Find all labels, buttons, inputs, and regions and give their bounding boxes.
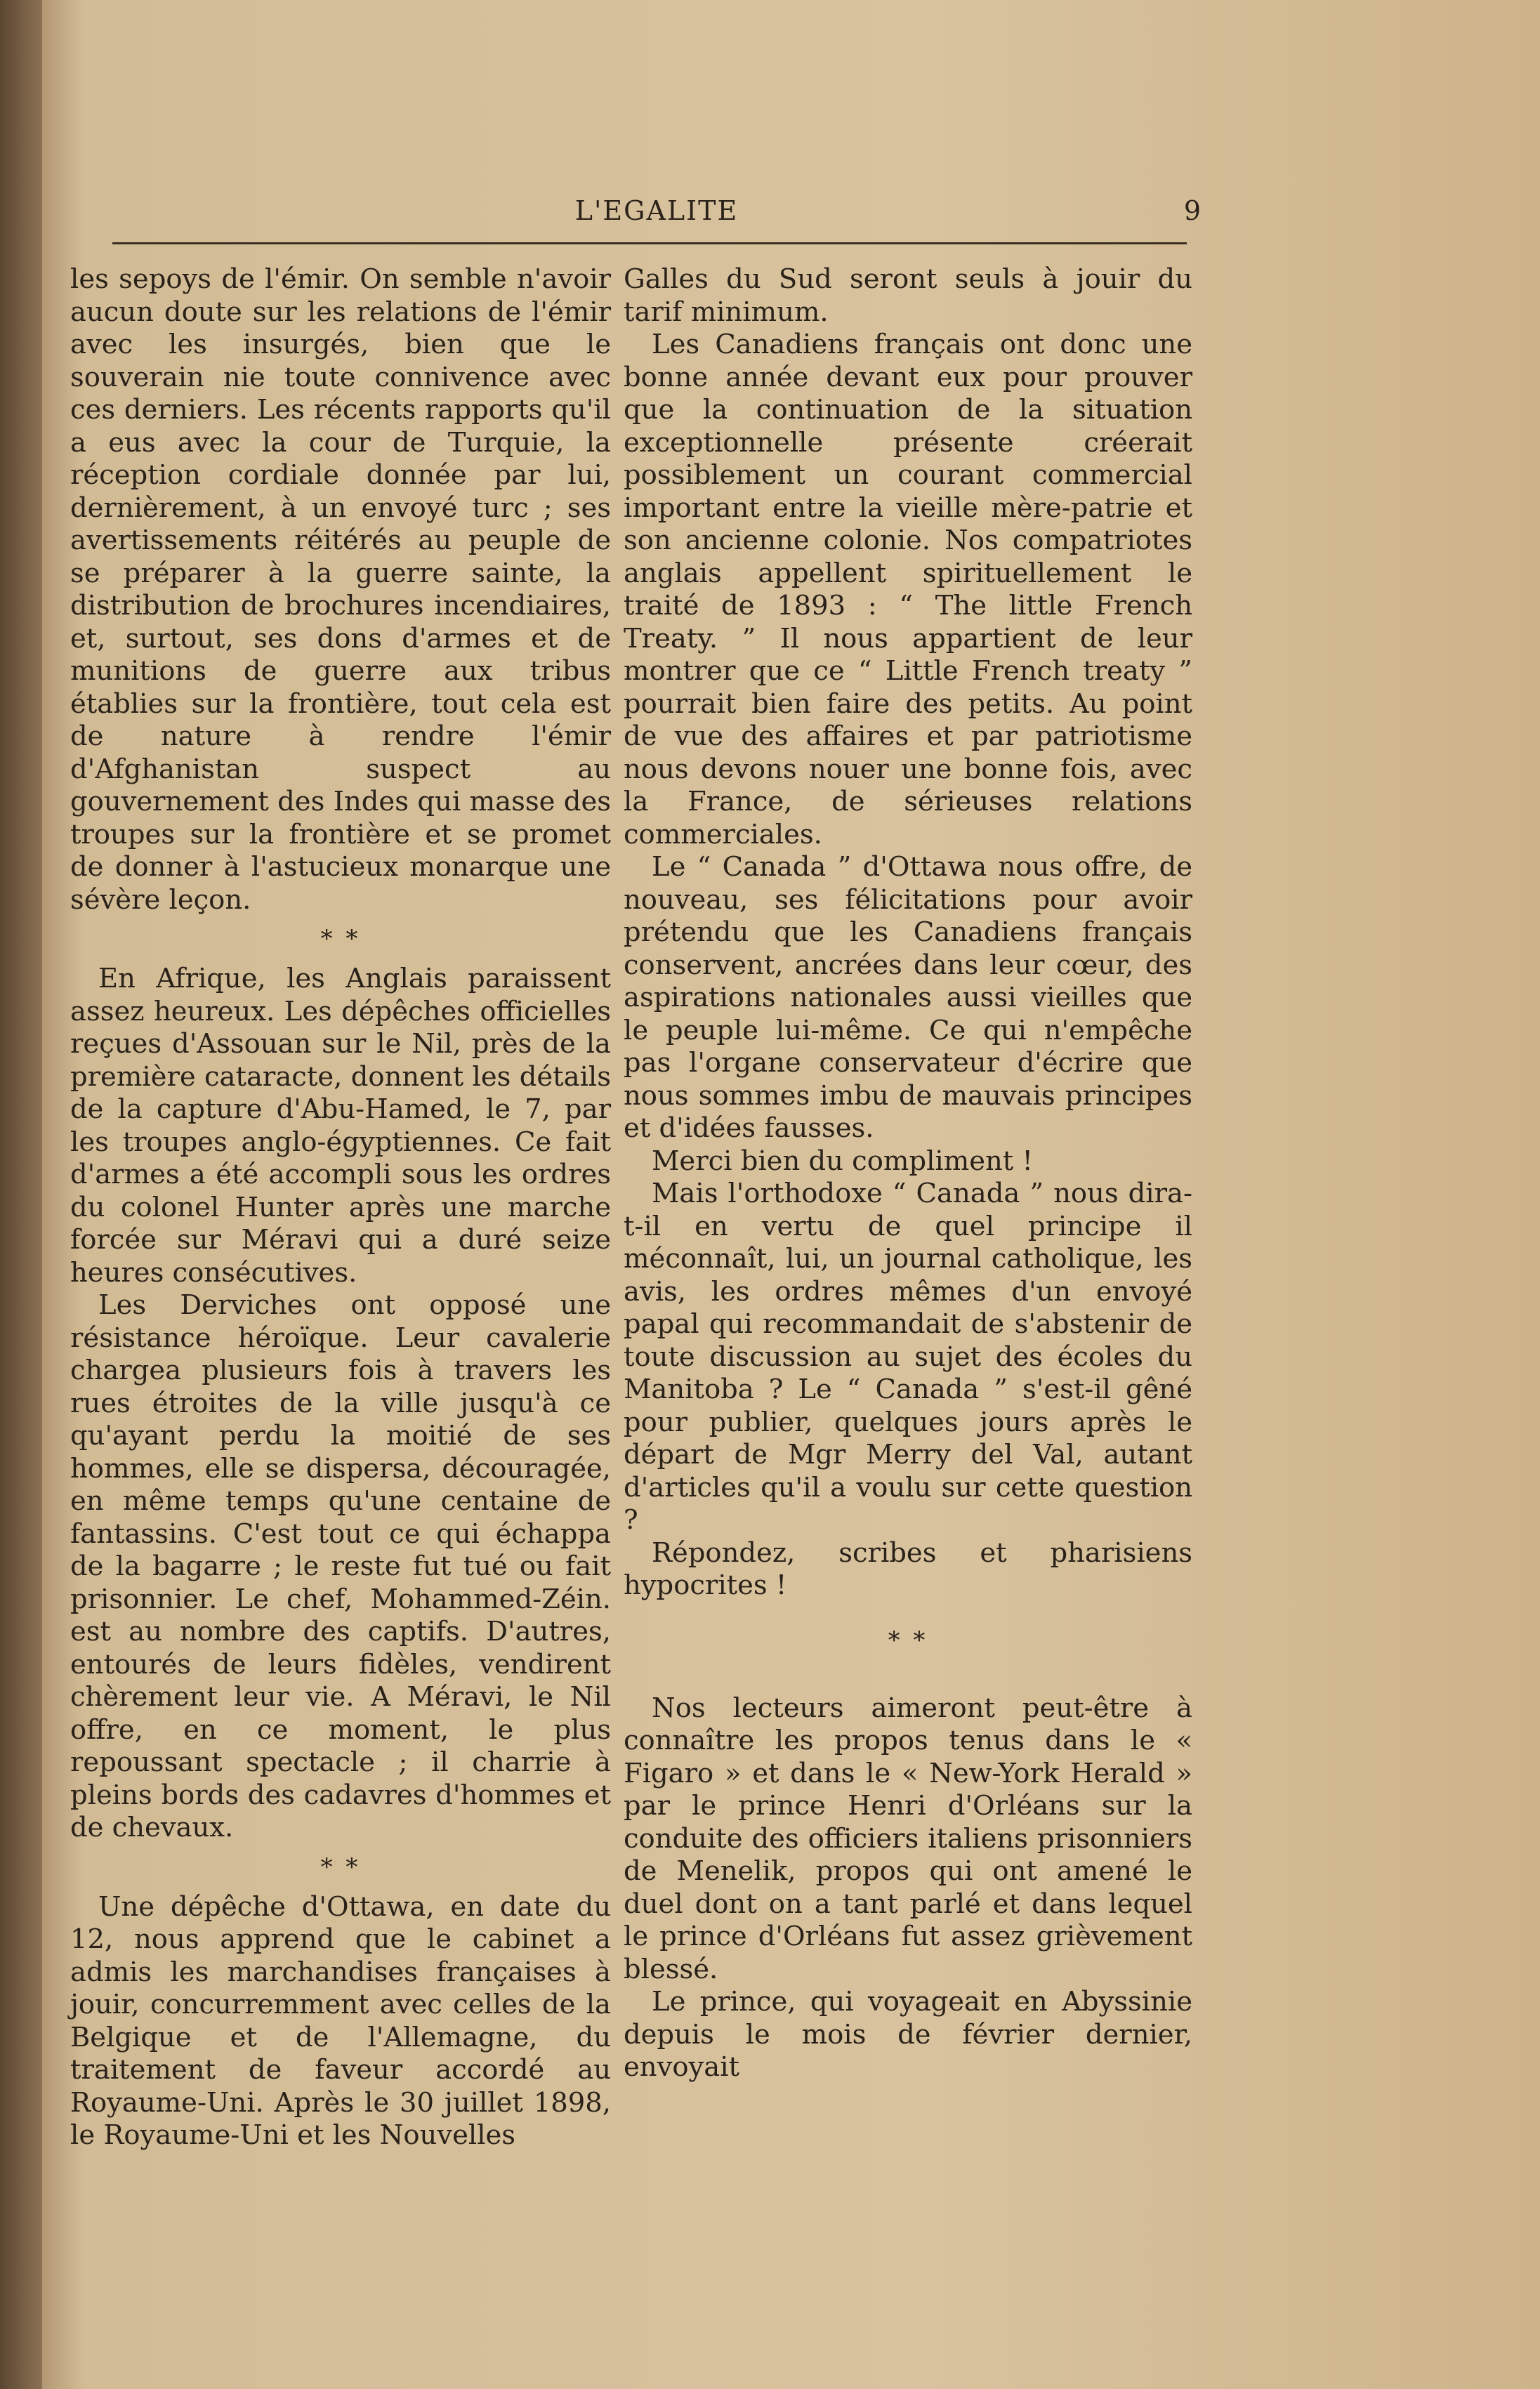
paragraph: Répondez, scribes et pharisiens hypocrites !: [624, 1536, 1192, 1601]
section-separator: * *: [320, 1852, 361, 1881]
section-separator: * *: [888, 1626, 928, 1654]
paragraph: Les Derviches ont opposé une résistance héroïque. Leur cavalerie chargea plusieurs fois à travers les rues étroites de la ville jusqu'à ce qu'ayant perdu la moitié de ses hommes, elle se dispersa, découragée, en même temps qu'une centaine de fantassins. C'est tout ce qui échappa de la bagarre ; le reste fut tué ou fait prisonnier. Le chef, Mohammed-Zéin. est au nombre des captifs. D'autres, entourés de leurs fidèles, vendirent chèrement leur vie. A Méravi, le Nil offre, en ce moment, le plus repoussant spectacle ; il charrie à pleins bords des cadavres d'hommes et de chevaux.: [70, 1289, 611, 1843]
right-column: [624, 263, 1192, 2084]
left-column: [70, 263, 611, 2152]
running-title: L'EGALITE: [574, 195, 739, 226]
paragraph: Le “ Canada ” d'Ottawa nous offre, de nouveau, ses félicitations pour avoir prétendu que les Canadiens français conservent, ancrées dans leur cœur, des aspirations nationales aussi vieilles que le peuple lui-même. Ce qui n'empêche pas l'organe conservateur d'écrire que nous sommes imbu de mauvais principes et d'idées fausses.: [624, 851, 1192, 1144]
paragraph: Mais l'orthodoxe “ Canada ” nous dira-t-il en vertu de quel principe il méconnaît, lui, un journal catholique, les avis, les ordres mêmes d'un envoyé papal qui recommandait de s'abstenir de toute discussion au sujet des écoles du Manitoba ? Le “ Canada ” s'est-il gêné pour publier, quelques jours après le départ de Mgr Merry del Val, autant d'articles qu'il a voulu sur cette question ?: [624, 1178, 1192, 1536]
page-number: 9: [1183, 195, 1201, 226]
paragraph: Galles du Sud seront seuls à jouir du tarif minimum.: [624, 263, 1192, 328]
paragraph: Merci bien du compliment !: [652, 1145, 1033, 1177]
paragraph: Les Canadiens français ont donc une bonne année devant eux pour prouver que la continuation de la situation exceptionnelle présente créerait possiblement un courant commercial important entre la vieille mère-patrie et son ancienne colonie. Nos compatriotes anglais appellent spirituellement le traité de 1893 : “ The little French Treaty. ” Il nous appartient de leur montrer que ce “ Little French treaty ” pourrait bien faire des petits. Au point de vue des affaires et par patriotisme nous devons nouer une bonne fois, avec la France, de sérieuses relations commerciales.: [624, 329, 1192, 850]
book-spine-shadow: [0, 0, 42, 2389]
paragraph: Une dépêche d'Ottawa, en date du 12, nous apprend que le cabinet a admis les marchandises françaises à jouir, concurremment avec celles de la Belgique et de l'Allemagne, du traitement de faveur accordé au Royaume-Uni. Après le 30 juillet 1898, le Royaume-Uni et les Nouvelles: [70, 1890, 611, 2151]
paragraph: les sepoys de l'émir. On semble n'avoir aucun doute sur les relations de l'émir avec les insurgés, bien que le souverain nie toute connivence avec ces derniers. Les récents rapports qu'il a eus avec la cour de Turquie, la réception cordiale donnée par lui, dernièrement, à un envoyé turc ; ses avertissements réitérés au peuple de se préparer à la guerre sainte, la distribution de brochures incendiaires, et, surtout, ses dons d'armes et de munitions de guerre aux tribus établies sur la frontière, tout cela est de nature à rendre l'émir d'Afghanistan suspect au gouvernement des Indes qui masse des troupes sur la frontière et se promet de donner à l'astucieux monarque une sévère leçon.: [70, 263, 611, 916]
section-separator: * *: [320, 925, 361, 953]
paragraph: Le prince, qui voyageait en Abyssinie depuis le mois de février dernier, envoyait: [624, 1986, 1192, 2083]
paragraph: En Afrique, les Anglais paraissent assez heureux. Les dépêches officielles reçues d'Assouan sur le Nil, près de la première cataracte, donnent les détails de la capture d'Abu-Hamed, le 7, par les troupes anglo-égyptiennes. Ce fait d'armes a été accompli sous les ordres du colonel Hunter après une marche forcée sur Méravi qui a duré seize heures consécutives.: [70, 963, 611, 1289]
paragraph: Nos lecteurs aimeront peut-être à connaître les propos tenus dans le « Figaro » et dans le « New-York Herald » par le prince Henri d'Orléans sur la conduite des officiers italiens prisonniers de Menelik, propos qui ont amené le duel dont on a tant parlé et dans lequel le prince d'Orléans fut assez grièvement blessé.: [624, 1692, 1192, 1985]
header-rule: [112, 242, 1187, 244]
page-header: [112, 195, 1201, 237]
